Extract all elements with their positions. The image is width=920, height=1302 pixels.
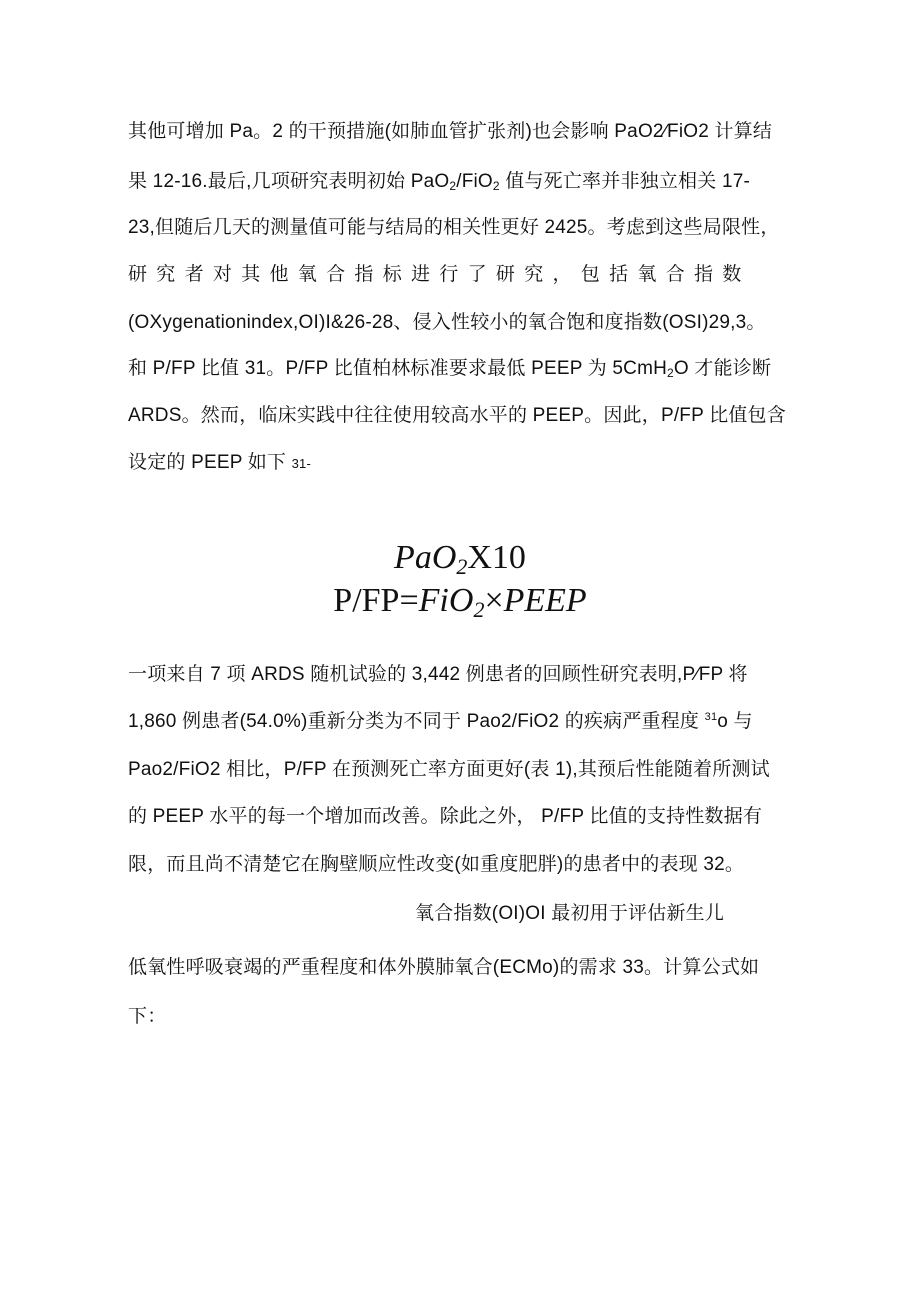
- formula-prefix: P/FP=: [333, 582, 419, 619]
- subscript: 2: [492, 179, 500, 193]
- paragraph-1-line-7: [128, 404, 786, 428]
- reference-number: 31-: [291, 456, 311, 471]
- text: 和 P/FP 比值 31。P/FP 比值柏林标准要求最低 PEEP 为 5CmH: [128, 358, 668, 379]
- paragraph-1-line-1: [128, 120, 772, 144]
- text: ARDS。然而，临床实践中往往使用较高水平的 PEEP。因此，P/FP 比值包含: [128, 405, 786, 426]
- text: O 才能诊断: [673, 358, 772, 379]
- paragraph-2-line-5: [128, 853, 744, 877]
- paragraph-3-line-2: [128, 1005, 166, 1029]
- text: o 与: [717, 711, 753, 732]
- text: 的 PEEP 水平的每一个增加而改善。除此之外， P/FP 比值的支持性数据有: [128, 806, 763, 827]
- paragraph-3-line-1: [128, 956, 759, 980]
- paragraph-3-heading: [415, 902, 724, 926]
- formula-subscript: 2: [473, 597, 485, 622]
- superscript: 31: [704, 711, 718, 723]
- text: 一项来自 7 项 ARDS 随机试验的 3,442 例患者的回顾性研究表明,P∕FP 将: [128, 664, 748, 685]
- formula-multiplier: X10: [467, 539, 526, 576]
- paragraph-2-line-4: [128, 805, 762, 829]
- formula-fio: FiO: [418, 582, 474, 619]
- subscript: 2: [449, 179, 457, 193]
- text: 23,但随后几天的测量值可能与结局的相关性更好 2425。考虑到这些局限性，: [128, 217, 780, 238]
- formula-pao: PaO: [394, 539, 457, 576]
- text: 果 12-16.最后,几项研究表明初始 PaO: [128, 171, 450, 192]
- paragraph-1-line-8: [128, 451, 311, 476]
- paragraph-2-line-2: [128, 710, 753, 734]
- text: 下：: [128, 1006, 167, 1027]
- text: 氧合指数(OI)OI 最初用于评估新生儿: [415, 903, 725, 924]
- text: 值与死亡率并非独立相关 17-: [499, 171, 751, 192]
- text: 设定的 PEEP 如下: [128, 452, 292, 473]
- paragraph-2-line-3: [128, 758, 770, 782]
- text: 其他可增加 Pa。2 的干预措施(如肺血管扩张剂)也会影响 PaO2∕FiO2 计算结: [128, 121, 773, 142]
- formula-subscript: 2: [456, 554, 468, 579]
- text: 限，而且尚不清楚它在胸壁顺应性改变(如重度肥胖)的患者中的表现 32。: [128, 854, 745, 875]
- paragraph-1-line-4: [128, 263, 751, 287]
- formula-peep: PEEP: [503, 582, 587, 619]
- text: /FiO: [456, 171, 493, 192]
- paragraph-2-line-1: [128, 663, 748, 687]
- text: 低氧性呼吸衰竭的严重程度和体外膜肺氧合(ECMo)的需求 33。计算公式如: [128, 957, 760, 978]
- text: (OXygenationindex,OI)I&26-28、侵入性较小的氧合饱和度指数(OSI)29,3。: [128, 312, 766, 333]
- subscript: 2: [667, 366, 674, 380]
- text: 研究者对其他氧合指标进行了研究，包括氧合指数: [128, 264, 751, 285]
- text: Pao2/FiO2 相比，P/FP 在预测死亡率方面更好(表 1),其预后性能随着所测试: [128, 759, 770, 780]
- paragraph-1-line-5: [128, 311, 766, 335]
- text: 1,860 例患者(54.0%)重新分类为不同于 Pao2/FiO2 的疾病严重程度: [128, 711, 705, 732]
- paragraph-1-line-6: [128, 357, 771, 381]
- paragraph-1-line-2: [128, 170, 750, 194]
- paragraph-1-line-3: [128, 216, 780, 240]
- formula-times: ×: [484, 582, 504, 619]
- formula-numerator: [0, 538, 920, 578]
- formula-expression: [0, 581, 920, 621]
